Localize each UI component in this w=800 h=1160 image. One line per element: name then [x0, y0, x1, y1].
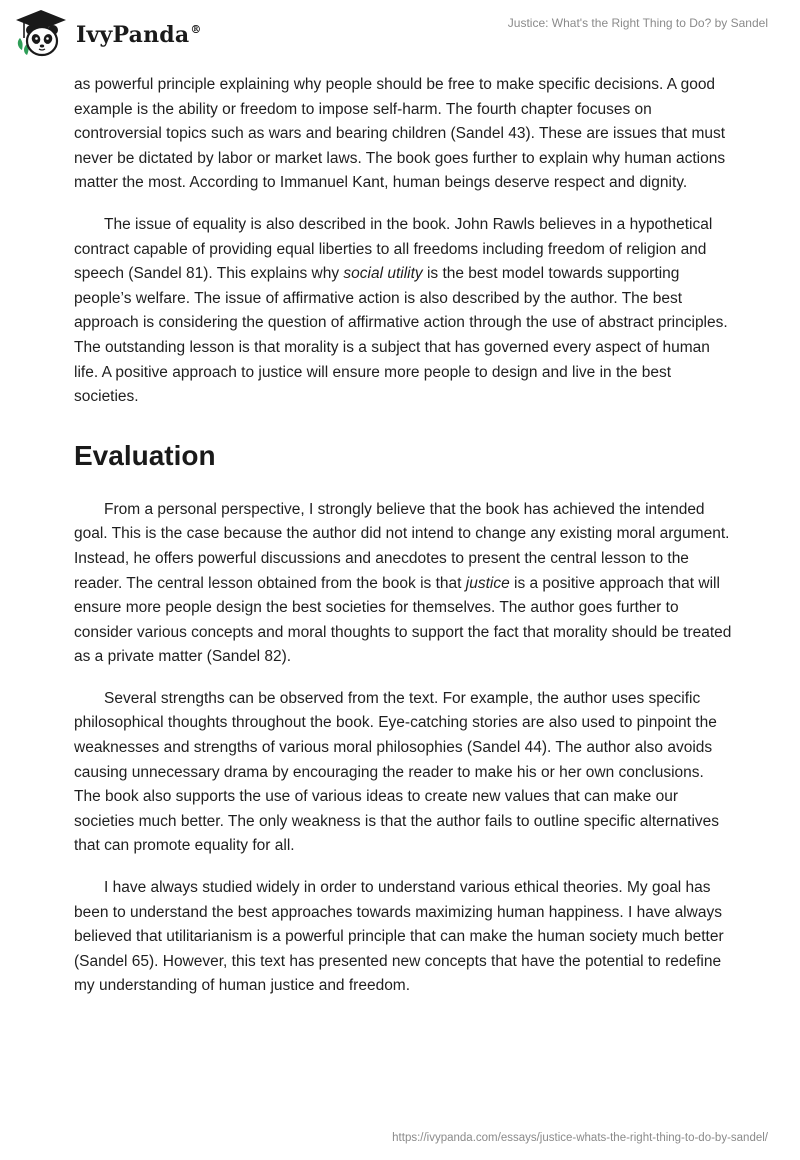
paragraph-strengths: Several strengths can be observed from the text. For example, the author uses specific philosophical thoughts throughout the book. Eye-catching stories are also used to pinpoint the weaknesses and strengths of various moral philosophies (Sandel 44). The author also avoids causing unnecessary drama by encouraging the reader to make his or her own conclusions. The book also supports the use of various ideas to create new values that can make our societies much better. The only weakness is that the author fails to outline specific alternatives that can promote equality for all.	[74, 689, 720, 855]
paragraph-continuation: as powerful principle explaining why people should be free to make specific decisions. A good example is the ability or freedom to impose self-harm. The fourth chapter focuses on controversial topics such as wars and bearing children (Sandel 43). These are issues that must never be dictated by labor or market laws. The book goes further to explain why human actions matter the most. According to Immanuel Kant, human beings deserve respect and dignity.	[74, 76, 726, 192]
emphasis-justice: justice	[465, 574, 510, 592]
paragraph-ethical-theories: I have always studied widely in order to understand various ethical theories. My goal has been to understand the best approaches towards maximizing human happiness. I have always believed that utilitarianism is a powerful principle that can make the human society much better (Sandel 65). However, this text has presented new concepts that have the potential to redefine my understanding of human justice and freedom.	[74, 879, 724, 995]
essay-content	[74, 73, 734, 999]
source-url[interactable]: https://ivypanda.com/essays/justice-whats-the-right-thing-to-do-by-sandel/	[392, 1132, 768, 1144]
emphasis-social-utility: social utility	[343, 265, 423, 283]
ivypanda-logo[interactable]	[14, 8, 202, 60]
paragraph-equality: The issue of equality is also described in the book. John Rawls believes in a hypothetical contract capable of providing equal liberties to all freedoms including freedom of religion and speech (Sandel 81). This explains why social utility is the best model towards supporting people’s welfare. The issue of affirmative action is also described by the author. The best approach is considering the question of affirmative action through the use of abstract principles. The outstanding lesson is that morality is a subject that has governed every aspect of human life. A positive approach to justice will ensure more people to design and live in the best societies.	[74, 215, 728, 406]
brand-name: IvyPanda®	[76, 22, 202, 48]
section-heading-evaluation: Evaluation	[74, 439, 216, 471]
page-header	[0, 0, 800, 70]
paragraph-personal-perspective: From a personal perspective, I strongly believe that the book has achieved the intended goal. This is the case because the author did not intend to change any existing moral argument. Instead, he offers powerful discussions and anecdotes to present the central lesson to the reader. The central lesson obtained from the book is that justice is a positive approach that will ensure more people design the best societies for themselves. The author goes further to consider various concepts and moral thoughts to support the fact that morality should be treated as a private matter (Sandel 82).	[74, 500, 732, 666]
document-title: Justice: What's the Right Thing to Do? by Sandel	[507, 16, 768, 30]
panda-graduate-icon	[14, 8, 68, 60]
